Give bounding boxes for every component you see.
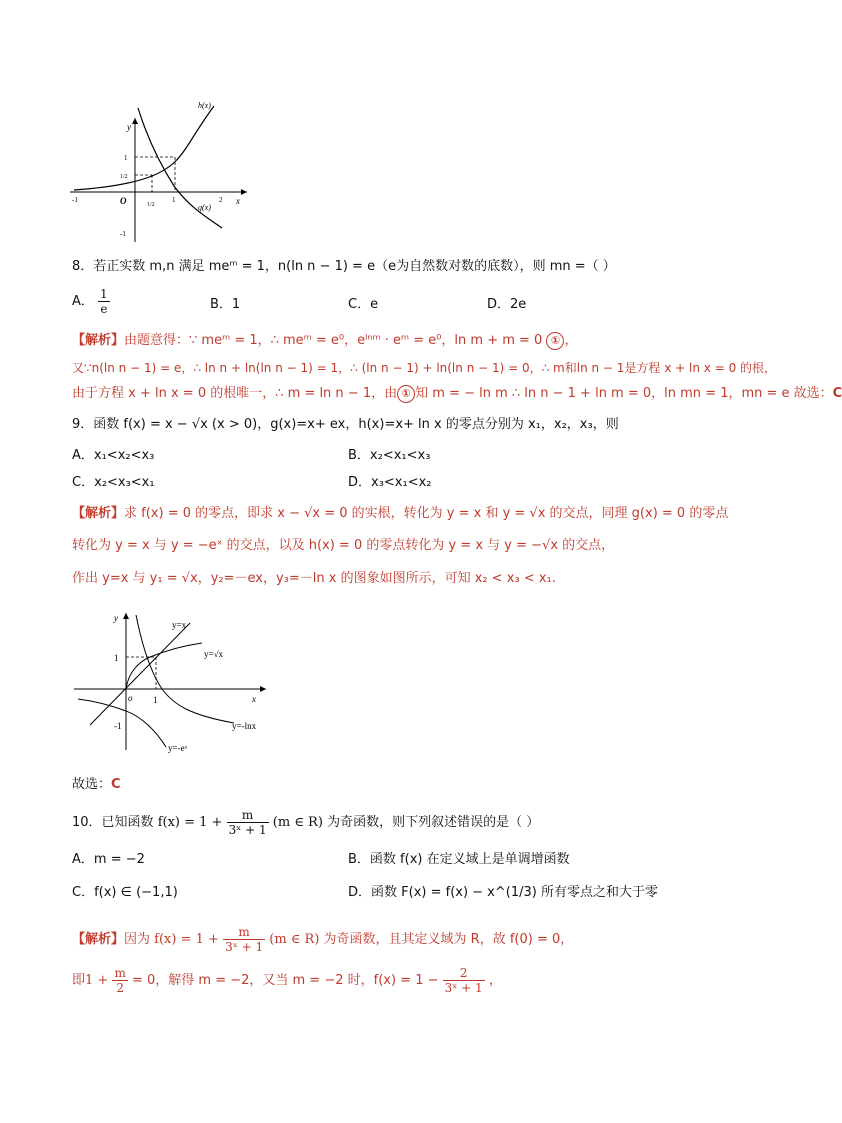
q10-solution-line-2: 即1 + $\frac{m}{2}$ = 0，解得 m = −2，又当 m = −2 时，f(x) = 1 − $\frac{2}{\text{3ˣ + 1}}$ ， <box>72 966 502 995</box>
q10-solution-fraction-f: $\frac{2}{\text{3ˣ + 1}}$ <box>444 966 483 995</box>
tick-two: 2 <box>219 196 223 204</box>
q9-option-d[interactable]: D．x₃<x₁<x₂ <box>348 475 432 490</box>
q9-option-c[interactable]: C．x₂<x₃<x₁ <box>72 475 155 490</box>
circle-one-mark: ① <box>397 385 415 403</box>
graph-zeros <box>70 605 280 755</box>
q10-option-a[interactable]: A．m = −2 <box>72 852 145 867</box>
q10-stem: 10．已知函数 f(x) = 1 + $\frac{m}{\text{3ˣ + 1}}$ (m ∈ R) 为奇函数，则下列叙述错误的是（ ） <box>72 808 540 837</box>
tick-half: 1/2 <box>147 202 155 208</box>
label-y-equals-x: y=x <box>172 620 187 630</box>
label-x: x <box>236 196 240 206</box>
tick-neg1: -1 <box>72 196 78 204</box>
q8-solution-line-2: 又∵n(ln n − 1) = e，∴ ln n + ln(ln n − 1) = 1，∴ (ln n − 1) + ln(ln n − 1) = 0，∴ m和ln n − 1是方程 x + ln x = 0 的根， <box>72 361 777 375</box>
tick-one-x: 1 <box>153 695 158 705</box>
q9-solution-line-2: 转化为 y = x 与 y = −eˣ 的交点，以及 h(x) = 0 的零点转化为 y = x 与 y = −√x 的交点， <box>72 538 615 553</box>
line-y-equals-x <box>90 623 190 725</box>
label-neg-exp: y=-eˣ <box>168 743 188 753</box>
q8-solution-line-3: 由于方程 x + ln x = 0 的根唯一，∴ m = ln n − 1，由 ① 知 m = − ln m ∴ ln n − 1 + ln m = 0，ln mn = 1，mn = e 故选：C <box>72 386 842 401</box>
q8-option-d[interactable]: D．2e <box>487 297 527 312</box>
h-curve <box>74 106 214 190</box>
solution-tag: 【解析】 <box>72 333 125 348</box>
q8-answer: C <box>832 386 842 401</box>
graph-h-g <box>62 100 262 250</box>
q9-solution-line-1: 【解析】求 f(x) = 0 的零点，即求 x − √x = 0 的实根，转化为 y = x 和 y = √x 的交点，同理 g(x) = 0 的零点 <box>72 506 729 521</box>
q10-solution-fraction-m2: $\frac{m}{2}$ <box>114 966 126 995</box>
tick-one-y: 1 <box>114 653 119 663</box>
solution-tag: 【解析】 <box>72 506 125 521</box>
ytick-neg1: -1 <box>120 230 126 238</box>
tick-neg1: -1 <box>114 721 122 731</box>
ytick-one: 1 <box>124 154 128 162</box>
q8-solution-line-1: 【解析】由题意得：∵ meᵐ = 1，∴ meᵐ = e⁰，eˡⁿᵐ · eᵐ = e⁰，ln m + m = 0 ① ， <box>72 333 578 348</box>
q9-answer-line: 故选：C <box>72 777 121 792</box>
q8-option-c[interactable]: C．e <box>348 297 379 312</box>
label-neg-ln-x: y=-lnx <box>232 721 257 731</box>
q8-option-a-fraction: $\frac{1}{e}$ <box>100 287 108 316</box>
q10-solution-line-1: 【解析】因为 f(x) = 1 + $\frac{m}{\text{3ˣ + 1}}$ (m ∈ R) 为奇函数，且其定义域为 R，故 f(0) = 0， <box>72 925 574 954</box>
q8-option-a[interactable]: A． $\frac{1}{e}$ <box>72 287 108 316</box>
circle-one-mark: ① <box>546 332 564 350</box>
label-h: h(x) <box>198 101 211 110</box>
q10-fraction: $\frac{m}{\text{3ˣ + 1}}$ <box>228 808 267 837</box>
label-y: y <box>114 613 118 623</box>
label-g: g(x) <box>198 203 211 212</box>
label-sqrt-x: y=√x <box>204 649 224 659</box>
label-y: y <box>127 122 131 132</box>
q9-answer: C <box>111 777 121 792</box>
q8-stem: 8．若正实数 m,n 满足 meᵐ = 1，n(ln n − 1) = e（e为自然数对数的底数），则 mn =（ ） <box>72 259 616 274</box>
q9-option-a[interactable]: A．x₁<x₂<x₃ <box>72 448 155 463</box>
tick-one: 1 <box>172 196 176 204</box>
q10-option-b[interactable]: B．函数 f(x) 在定义域上是单调增函数 <box>348 852 570 867</box>
solution-tag: 【解析】 <box>72 932 125 947</box>
curve-neg-ln-x <box>136 615 234 723</box>
q10-option-c[interactable]: C．f(x) ∈ (−1,1) <box>72 885 178 900</box>
q10-option-d[interactable]: D．函数 F(x) = f(x) − x^(1/3) 所有零点之和大于零 <box>348 885 658 900</box>
label-o: o <box>128 693 133 703</box>
q10-solution-fraction: $\frac{m}{\text{3ˣ + 1}}$ <box>225 925 264 954</box>
q9-stem: 9．函数 f(x) = x − √x (x > 0)，g(x)=x+ ex，h(x)=x+ ln x 的零点分别为 x₁，x₂，x₃，则 <box>72 417 619 432</box>
q9-option-b[interactable]: B．x₂<x₁<x₃ <box>348 448 431 463</box>
label-o: O <box>120 196 127 206</box>
q8-option-b[interactable]: B．1 <box>210 297 241 312</box>
q9-solution-line-3: 作出 y=x 与 y₁ = √x，y₂=－ex，y₃=－ln x 的图象如图所示，可知 x₂ < x₃ < x₁. <box>72 571 556 586</box>
ytick-half: 1/2 <box>120 174 128 180</box>
label-x: x <box>252 694 256 704</box>
curve-neg-exp <box>78 699 166 747</box>
